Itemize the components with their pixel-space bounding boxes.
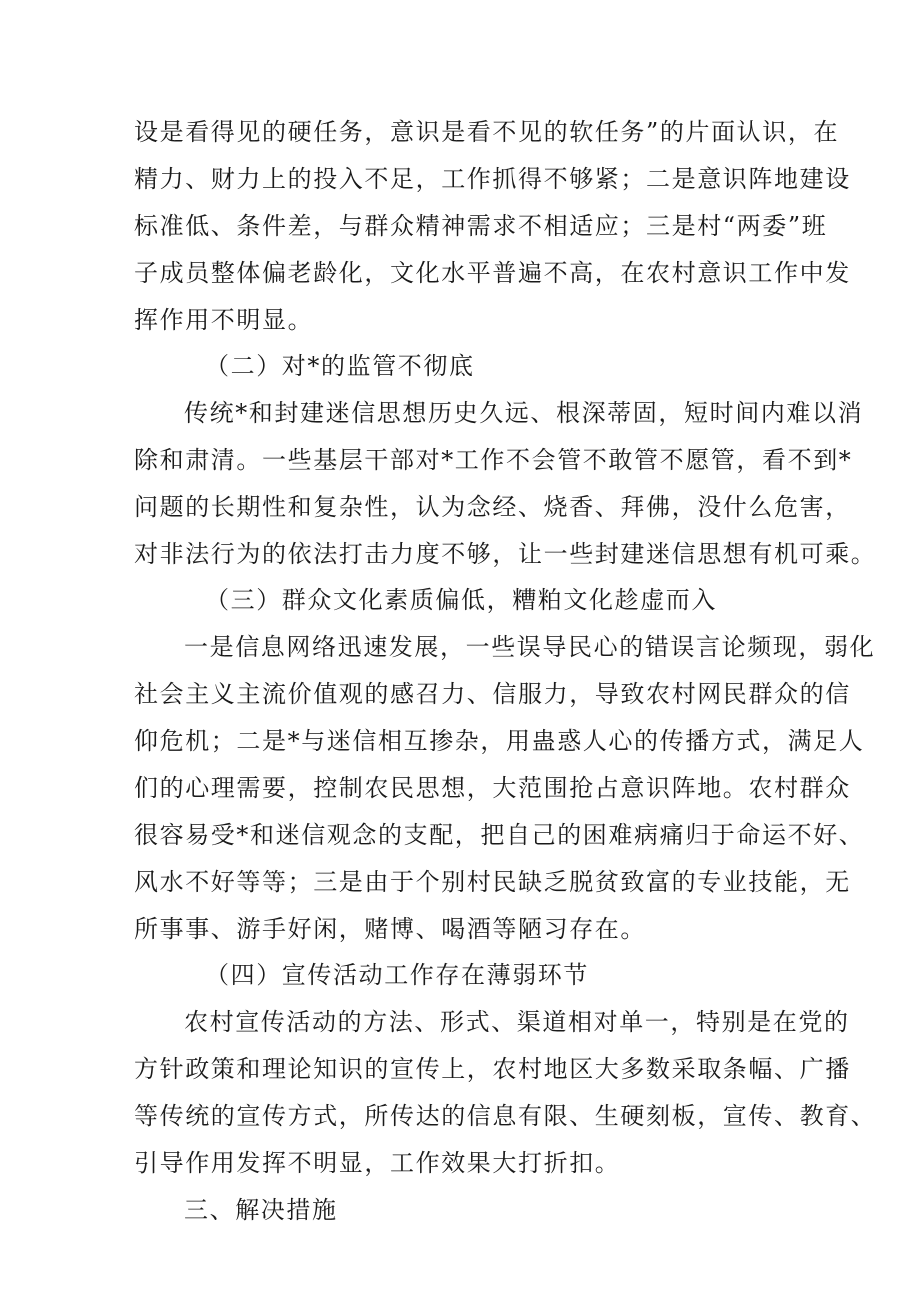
text-line: 很容易受*和迷信观念的支配，把自己的困难病痛归于命运不好、 <box>134 821 865 849</box>
text-line: 们的心理需要，控制农民思想，大范围抢占意识阵地。农村群众 <box>134 774 851 802</box>
text-line: 风水不好等等；三是由于个别村民缺乏脱贫致富的专业技能，无 <box>134 868 851 896</box>
text-line: 社会主义主流价值观的感召力、信服力，导致农村网民群众的信 <box>134 680 851 708</box>
section-heading: （二）对*的监管不彻底 <box>205 352 475 380</box>
text-line: 等传统的宣传方式，所传达的信息有限、生硬刻板，宣传、教育、 <box>134 1102 877 1130</box>
text-line: 仰危机；二是*与迷信相互掺杂，用蛊惑人心的传播方式，满足人 <box>134 727 865 755</box>
text-line: 引导作用发挥不明显，工作效果大打折扣。 <box>134 1149 621 1177</box>
text-line: 设是看得见的硬任务，意识是看不见的软任务”的片面认识，在 <box>134 118 840 146</box>
text-line: 问题的长期性和复杂性，认为念经、烧香、拜佛，没什么危害， <box>134 493 851 521</box>
section-heading: （四）宣传活动工作存在薄弱环节 <box>205 961 589 989</box>
text-line: 农村宣传活动的方法、形式、渠道相对单一，特别是在党的 <box>184 1008 850 1036</box>
text-line: 除和肃清。一些基层干部对*工作不会管不敢管不愿管，看不到* <box>134 446 853 474</box>
text-line: 传统*和封建迷信思想历史久远、根深蒂固，短时间内难以消 <box>184 399 864 427</box>
text-line: 子成员整体偏老龄化，文化水平普遍不高，在农村意识工作中发 <box>134 259 851 287</box>
text-line: 标准低、条件差，与群众精神需求不相适应；三是村“两委”班 <box>134 212 828 240</box>
text-line: 对非法行为的依法打击力度不够，让一些封建迷信思想有机可乘。 <box>134 540 877 568</box>
chapter-heading: 三、解决措施 <box>184 1196 338 1224</box>
text-line: 一是信息网络迅速发展，一些误导民心的错误言论频现，弱化 <box>184 633 876 661</box>
text-line: 挥作用不明显。 <box>134 306 314 334</box>
text-line: 方针政策和理论知识的宣传上，农村地区大多数采取条幅、广播 <box>134 1055 851 1083</box>
section-heading: （三）群众文化素质偏低，糟粕文化趁虚而入 <box>205 586 717 614</box>
text-line: 所事事、游手好闲，赌博、喝酒等陋习存在。 <box>134 915 646 943</box>
text-line: 精力、财力上的投入不足，工作抓得不够紧；二是意识阵地建设 <box>134 165 851 193</box>
